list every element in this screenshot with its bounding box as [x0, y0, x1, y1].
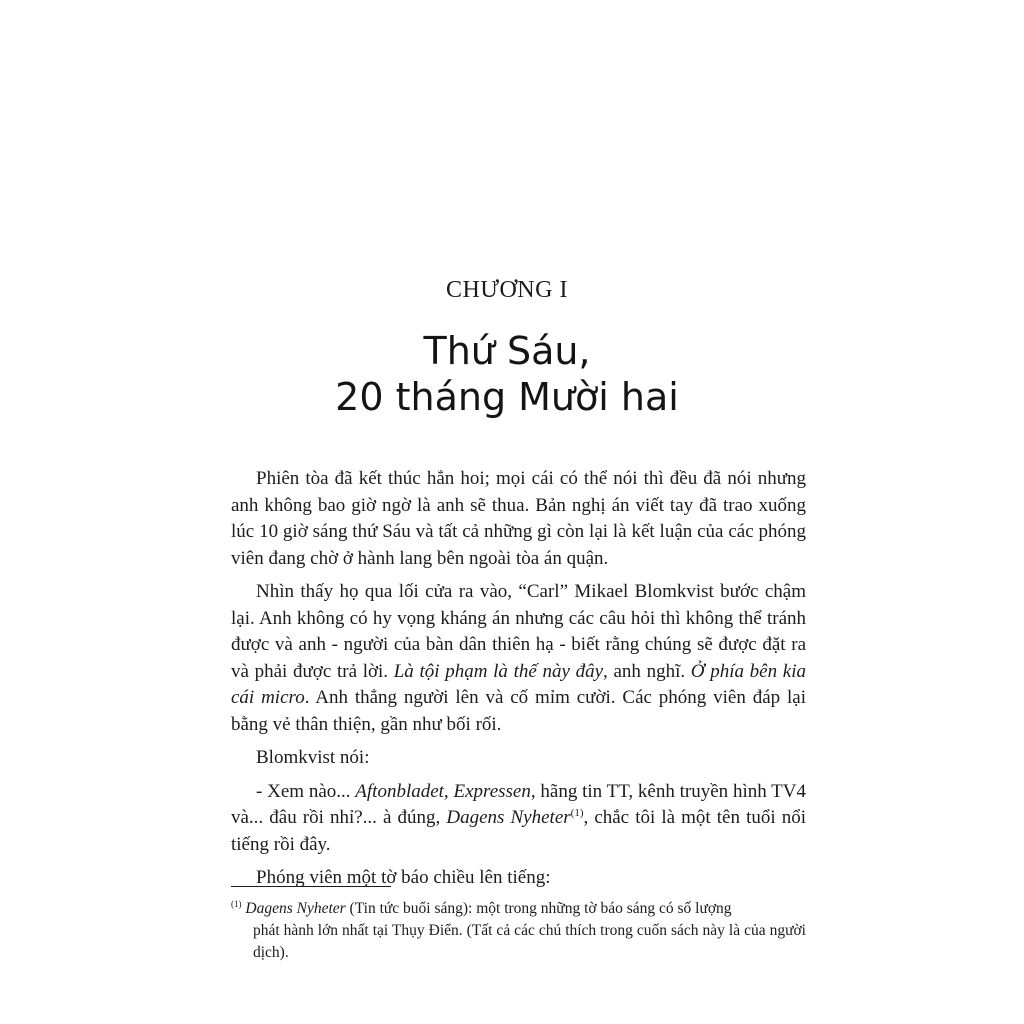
footnote: [231, 898, 806, 964]
paragraph-4: [231, 779, 806, 859]
paragraph-4-text-c: , chắc tôi là một tên tuổi nổi tiếng rồi đây.: [231, 807, 806, 855]
footnote-marker: (1): [231, 899, 242, 909]
chapter-label: CHƯƠNG I: [446, 277, 568, 303]
paragraph-2-italic-2: Ở phía bên kia cái micro: [231, 660, 806, 708]
paragraph-2-text-a: Nhìn thấy họ qua lối cửa ra vào, “Carl” Mikael Blomkvist bước chậm lại. Anh không có hy vọng kháng án nhưng các câu hỏi thì không thể tránh được và anh - người của bàn dân thiên hạ - biết rằng chúng sẽ được đặt ra và phải được trả lời.: [231, 581, 806, 682]
paragraph-4-text-a: - Xem nào...: [256, 780, 356, 802]
paragraph-4-italic-1: Aftonbladet, Expressen: [355, 780, 531, 802]
paragraph-4-text-b: , hãng tin TT, kênh truyền hình TV4 và... đâu rồi nhỉ?... à đúng,: [231, 780, 806, 828]
paragraph-2-text-c: . Anh thẳng người lên và cố mỉm cười. Các phóng viên đáp lại bằng vẻ thân thiện, gần như bối rối.: [231, 687, 807, 735]
chapter-title-line-2: 20 tháng Mười hai: [335, 375, 679, 419]
paragraph-1: Phiên tòa đã kết thúc hẳn hoi; mọi cái có thể nói thì đều đã nói nhưng anh không bao giờ ngờ là anh sẽ thua. Bản nghị án viết tay đã trao xuống lúc 10 giờ sáng thứ Sáu và tất cả những gì còn lại là kết luận của các phóng viên đang chờ ở hành lang bên ngoài tòa án quận.: [231, 468, 806, 569]
paragraph-2: [231, 579, 806, 738]
footnote-reference: (1): [570, 807, 584, 819]
footnote-text-rest: phát hành lớn nhất tại Thụy Điển. (Tất cả các chú thích trong cuốn sách này là của người dịch).: [253, 922, 806, 961]
paragraph-2-italic-1: Là tội phạm là thế này đây: [393, 660, 604, 682]
paragraph-3: Blomkvist nói:: [256, 747, 370, 768]
paragraph-5: Phóng viên một tờ báo chiều lên tiếng:: [256, 867, 551, 888]
footnote-divider: [231, 886, 391, 887]
paragraph-4-italic-2: Dagens Nyheter: [446, 807, 571, 828]
footnote-entry: [231, 898, 806, 964]
footnote-text-line-1: (Tin tức buổi sáng): một trong những tờ báo sáng có số lượng: [345, 900, 732, 917]
footnote-term: Dagens Nyheter: [245, 900, 346, 917]
chapter-title-line-1: Thứ Sáu,: [423, 329, 591, 373]
paragraph-2-text-b: , anh nghĩ.: [603, 660, 691, 682]
body-text: [231, 466, 806, 899]
chapter-title: [0, 328, 1014, 420]
